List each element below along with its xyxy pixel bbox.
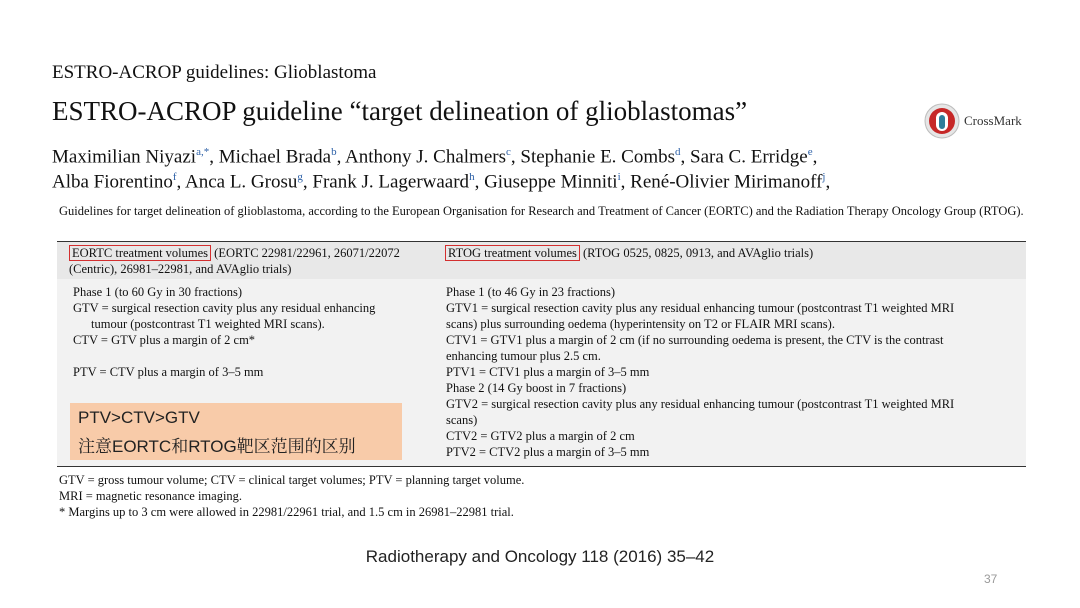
crossmark-icon — [924, 103, 960, 139]
author-separator: , — [825, 171, 831, 193]
author-affiliation[interactable]: g — [297, 171, 303, 183]
author-name: Sara C. Erridge — [690, 146, 808, 168]
author-name: Stephanie E. Combs — [520, 146, 676, 168]
eortc-header — [69, 245, 439, 277]
journal-citation: Radiotherapy and Oncology 118 (2016) 35–42 — [365, 547, 715, 566]
rtog-ptv1: PTV1 = CTV1 plus a margin of 3–5 mm — [446, 365, 650, 379]
author-name: Anca L. Grosu — [184, 171, 298, 193]
author-separator: , — [302, 171, 313, 193]
rtog-gtv1: GTV1 = surgical resection cavity plus any residual enhancing tumour (postcontrast T1 weighted MRI — [446, 301, 955, 315]
rtog-header-highlight: RTOG treatment volumes — [445, 245, 580, 261]
authors-line-1 — [52, 146, 817, 168]
rtog-gtv2: GTV2 = surgical resection cavity plus any residual enhancing tumour (postcontrast T1 weighted MRI — [446, 397, 955, 411]
eortc-ctv: CTV = GTV plus a margin of 2 cm* — [73, 333, 256, 347]
footnote-abbrev-volumes: GTV = gross tumour volume; CTV = clinical target volumes; PTV = planning target volume. — [59, 473, 525, 487]
eortc-column — [73, 284, 418, 380]
author-name: Giuseppe Minniti — [484, 171, 618, 193]
author-separator: , — [812, 146, 818, 168]
author-name: Michael Brada — [218, 146, 332, 168]
author-name: Maximilian Niyazi — [52, 146, 197, 168]
rtog-header — [445, 245, 1005, 261]
annotation-note-box — [70, 403, 402, 460]
crossmark-label: CrossMark — [964, 113, 1022, 128]
author-name: Alba Fiorentino — [52, 171, 173, 193]
author-affiliation[interactable]: h — [469, 171, 475, 183]
table-header-row — [57, 241, 1026, 280]
rtog-column — [446, 284, 1011, 460]
author-separator: , — [336, 146, 346, 168]
author-name: René-Olivier Mirimanoff — [630, 171, 823, 193]
author-affiliation[interactable]: c — [506, 146, 511, 158]
table-footnotes — [59, 472, 524, 520]
eortc-spacer — [73, 348, 418, 364]
eortc-gtv: GTV = surgical resection cavity plus any residual enhancing — [73, 301, 376, 315]
author-name: Frank J. Lagerwaard — [312, 171, 470, 193]
rtog-phase2: Phase 2 (14 Gy boost in 7 fractions) — [446, 381, 627, 395]
author-separator: , — [620, 171, 631, 193]
table-caption: Guidelines for target delineation of glioblastoma, according to the European Organisation for Research and Treatment of Cancer (EORTC) and the Radiation Therapy Oncology Group (RTOG). — [59, 204, 1024, 218]
author-affiliation[interactable]: j — [822, 171, 826, 183]
author-affiliation[interactable]: f — [172, 171, 177, 183]
rtog-phase1: Phase 1 (to 46 Gy in 23 fractions) — [446, 285, 616, 299]
rtog-ptv2: PTV2 = CTV2 plus a margin of 3–5 mm — [446, 445, 650, 459]
guideline-table-figure — [57, 198, 1027, 524]
rtog-gtv2-cont: scans) — [446, 413, 478, 427]
author-affiliation[interactable]: e — [807, 146, 813, 158]
author-separator: , — [510, 146, 521, 168]
page-number: 37 — [984, 572, 998, 586]
eortc-header-trials: (EORTC 22981/22961, 26071/22072 (Centric), 26981–22981, and AVAglio trials) — [69, 246, 400, 276]
author-separator: , — [209, 146, 219, 168]
author-affiliation[interactable]: d — [675, 146, 681, 158]
eortc-phase1: Phase 1 (to 60 Gy in 30 fractions) — [73, 285, 243, 299]
author-separator: , — [474, 171, 485, 193]
footnote-margins: * Margins up to 3 cm were allowed in 22981/22961 trial, and 1.5 cm in 26981–22981 trial. — [59, 505, 514, 519]
crossmark-badge[interactable] — [924, 103, 1022, 139]
eortc-gtv-cont: tumour (postcontrast T1 weighted MRI scans). — [91, 317, 325, 331]
rtog-ctv2: CTV2 = GTV2 plus a margin of 2 cm — [446, 429, 635, 443]
author-affiliation[interactable]: b — [331, 146, 337, 158]
rtog-ctv1-cont: enhancing tumour plus 2.5 cm. — [446, 349, 601, 363]
author-name: Anthony J. Chalmers — [345, 146, 506, 168]
footnote-abbrev-mri: MRI = magnetic resonance imaging. — [59, 489, 243, 503]
rtog-gtv1-cont: scans) plus surrounding oedema (hyperintensity on T2 or FLAIR MRI scans). — [446, 317, 835, 331]
eortc-ptv: PTV = CTV plus a margin of 3–5 mm — [73, 365, 264, 379]
rtog-header-trials: (RTOG 0525, 0825, 0913, and AVAglio trials) — [579, 246, 814, 260]
rtog-ctv1: CTV1 = GTV1 plus a margin of 2 cm (if no surrounding oedema is present, the CTV is the contrast — [446, 333, 944, 347]
authors-line-2 — [52, 171, 830, 193]
author-affiliation[interactable]: i — [617, 171, 621, 183]
author-separator: , — [176, 171, 185, 193]
note-difference-remark: 注意EORTC和RTOG靶区范围的区别 — [78, 437, 356, 456]
paper-title: ESTRO-ACROP guideline “target delineation of glioblastomas” — [52, 96, 748, 126]
author-separator: , — [680, 146, 691, 168]
note-volume-order: PTV>CTV>GTV — [78, 408, 200, 427]
eortc-header-highlight: EORTC treatment volumes — [69, 245, 211, 261]
section-title: ESTRO-ACROP guidelines: Glioblastoma — [52, 62, 377, 83]
author-affiliation[interactable]: a,* — [196, 146, 210, 158]
